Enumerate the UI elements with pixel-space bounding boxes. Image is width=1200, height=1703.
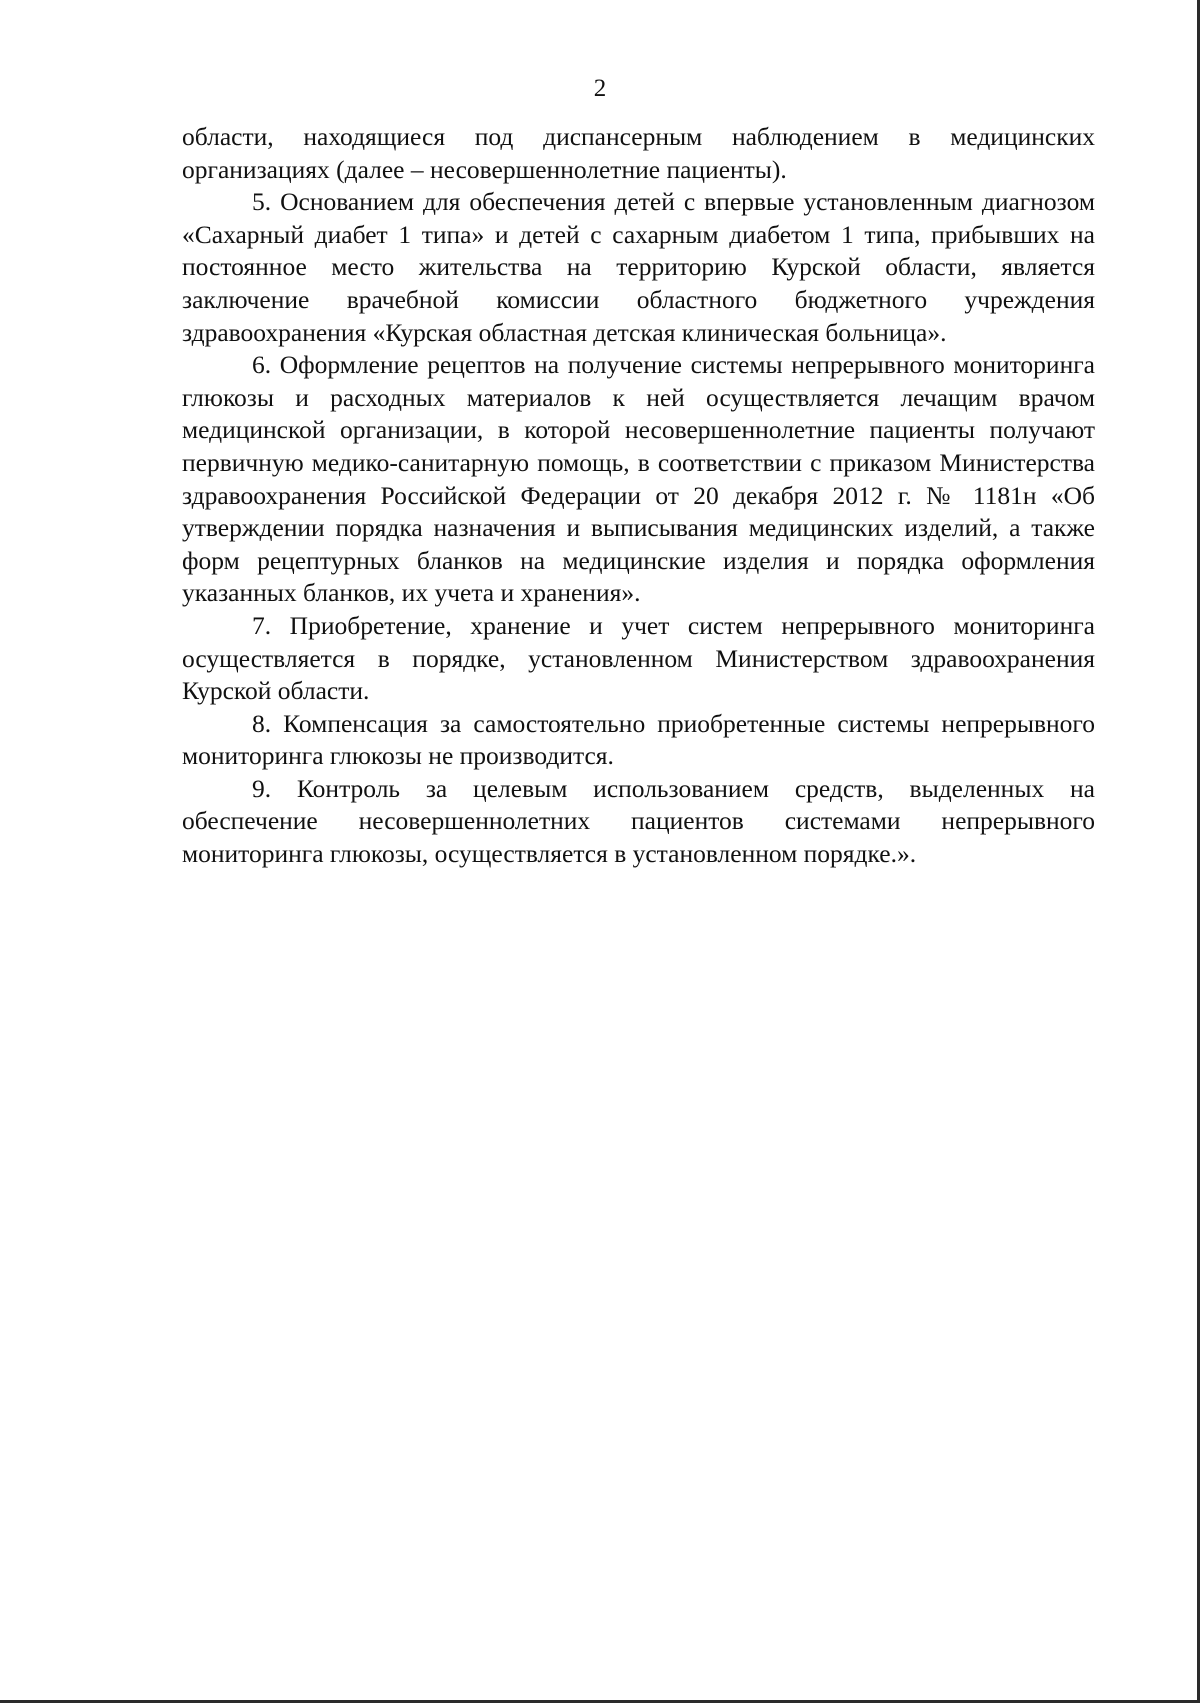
page-number: 2 [593, 75, 607, 102]
paragraph-item-5: 5. Основанием для обеспечения детей с впервые установленным диагнозом «Сахарный диабет 1 типа» и детей с сахарным диабетом 1 типа, прибывших на постоянное место жительства на территорию Курской области, является заключение врачебной комиссии областного бюджетного учреждения здравоохранения «Курская областная детская клиническая больница». [182, 187, 1095, 347]
paragraph-item-9: 9. Контроль за целевым использованием средств, выделенных на обеспечение несовершеннолетних пациентов системами непрерывного мониторинга глюкозы, осуществляется в установленном порядке.». [182, 773, 1095, 869]
paragraph-continuation: области, находящиеся под диспансерным наблюдением в медицинских организациях (далее – несовершеннолетние пациенты). [182, 122, 1095, 184]
paragraph-item-7: 7. Приобретение, хранение и учет систем непрерывного мониторинга осуществляется в порядке, установленном Министерством здравоохранения Курской области. [182, 610, 1095, 706]
paragraph-item-8: 8. Компенсация за самостоятельно приобретенные системы непрерывного мониторинга глюкозы не производится. [182, 708, 1095, 771]
document-body [182, 121, 1095, 871]
paragraph-item-6: 6. Оформление рецептов на получение системы непрерывного мониторинга глюкозы и расходных материалов к ней осуществляется лечащим врачом медицинской организации, в которой несовершеннолетние пациенты получают первичную медико-санитарную помощь, в соответствии с приказом Министерства здравоохранения Российской Федерации от 20 декабря 2012 г. № 1181н «Об утверждении порядка назначения и выписывания медицинских изделий, а также форм рецептурных бланков на медицинские изделия и порядка оформления указанных бланков, их учета и хранения». [182, 350, 1095, 608]
